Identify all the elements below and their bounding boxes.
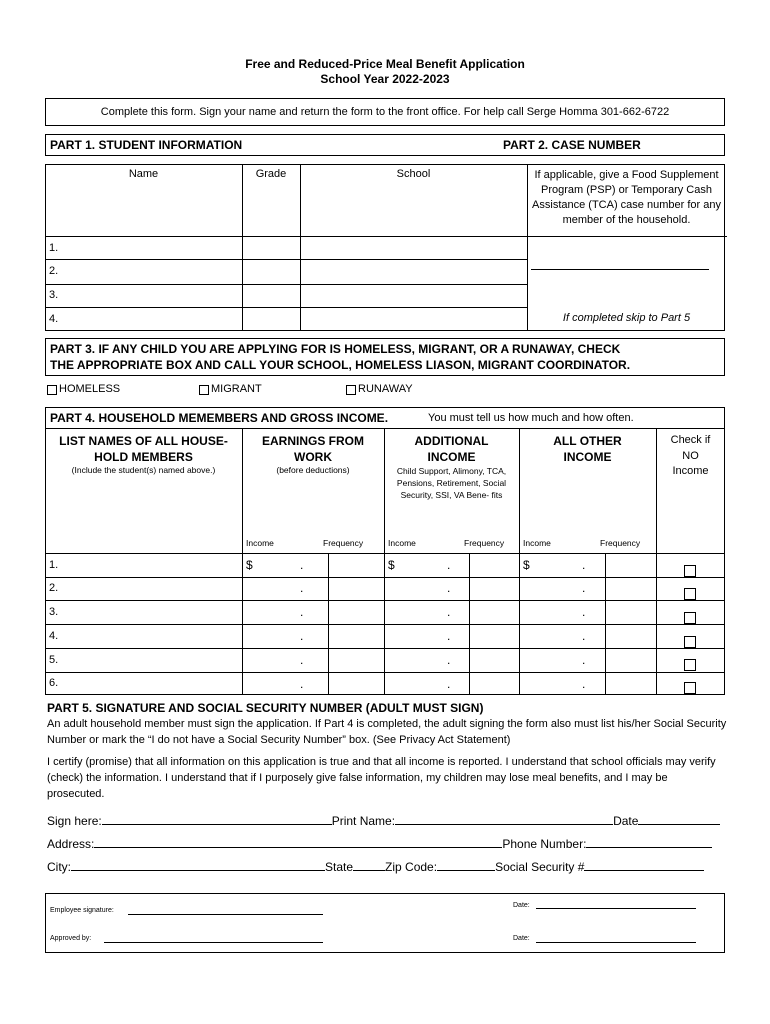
- student-row-2: 2.: [49, 265, 59, 277]
- decimal-point: .: [300, 629, 304, 643]
- date1-label: Date:: [513, 902, 530, 909]
- part1-2-header: [45, 134, 725, 156]
- instructions-text: Complete this form. Sign your name and return the form to the front office. For help call Serge Homma 301-662-6722: [100, 106, 670, 118]
- migrant-label: MIGRANT: [211, 383, 262, 395]
- date-field[interactable]: [638, 812, 720, 825]
- part5-title: PART 5. SIGNATURE AND SOCIAL SECURITY NUMBER (ADULT MUST SIGN): [47, 701, 484, 715]
- col-names-sub: (Include the student(s) named above.): [71, 465, 216, 475]
- decimal-point: .: [447, 558, 451, 572]
- other-income-sub: Income: [523, 538, 551, 548]
- work-dollar-sign: $: [246, 558, 253, 572]
- col-school-header: School: [396, 168, 431, 180]
- household-row-1: 1.: [49, 559, 59, 571]
- decimal-point: .: [582, 653, 586, 667]
- state-label: State: [325, 860, 354, 874]
- col-check-l3: Income: [672, 465, 709, 477]
- part3-title-line1: PART 3. IF ANY CHILD YOU ARE APPLYING FOR IS HOMELESS, MIGRANT, OR A RUNAWAY, CHECK: [50, 342, 621, 356]
- date2-label: Date:: [513, 935, 530, 942]
- no-income-checkbox-6[interactable]: [684, 682, 696, 694]
- part5-text2: I certify (promise) that all information on this application is true and that all income is reported. I understand that school officials may verify (check) the information. I understand that if I purposely give false information, my children may lose meal benefits, and I may be prosecuted.: [47, 756, 716, 800]
- decimal-point: .: [582, 629, 586, 643]
- approved-by-label: Approved by:: [50, 935, 92, 942]
- col-names-l1: LIST NAMES OF ALL HOUSE-: [59, 434, 228, 448]
- instructions-box: [45, 98, 725, 126]
- city-field[interactable]: [71, 858, 325, 871]
- no-income-checkbox-1[interactable]: [684, 565, 696, 577]
- no-income-checkbox-4[interactable]: [684, 636, 696, 648]
- decimal-point: .: [300, 677, 304, 691]
- address-label: Address:: [47, 837, 95, 851]
- decimal-point: .: [447, 653, 451, 667]
- student-row-1: 1.: [49, 242, 59, 254]
- col-grade-header: Grade: [255, 168, 287, 180]
- col-check-l1: Check if: [670, 434, 711, 446]
- sign-here-label: Sign here:: [47, 814, 102, 828]
- decimal-point: .: [582, 605, 586, 619]
- household-row-2: 2.: [49, 582, 59, 594]
- household-row-5: 5.: [49, 654, 59, 666]
- approved-by-field[interactable]: [104, 942, 323, 943]
- school-year: School Year 2022-2023: [320, 72, 450, 86]
- homeless-checkbox[interactable]: [47, 385, 57, 395]
- office-use-box: [45, 893, 725, 953]
- state-field[interactable]: [353, 858, 385, 871]
- part4-header: [45, 407, 725, 429]
- runaway-checkbox[interactable]: [346, 385, 356, 395]
- decimal-point: .: [300, 605, 304, 619]
- part2-title: PART 2. CASE NUMBER: [503, 138, 641, 152]
- ssn-field[interactable]: [584, 858, 704, 871]
- decimal-point: .: [447, 605, 451, 619]
- city-line-row: [47, 858, 717, 874]
- decimal-point: .: [300, 581, 304, 595]
- no-income-checkbox-5[interactable]: [684, 659, 696, 671]
- phone-label: Phone Number:: [502, 837, 587, 851]
- ssn-label: Social Security #: [495, 860, 585, 874]
- col-other-l2: INCOME: [563, 450, 612, 464]
- part3-title-line2: THE APPROPRIATE BOX AND CALL YOUR SCHOOL, HOMELESS LIASON, MIGRANT COORDINATOR.: [50, 358, 631, 372]
- decimal-point: .: [447, 677, 451, 691]
- household-row-6: 6.: [49, 677, 59, 689]
- student-name-input-3[interactable]: [60, 286, 240, 306]
- address-line-row: [47, 835, 717, 851]
- part2-skip-note: If completed skip to Part 5: [562, 312, 691, 324]
- col-add-l1: ADDITIONAL: [414, 434, 489, 448]
- work-income-sub: Income: [246, 538, 274, 548]
- homeless-label: HOMELESS: [59, 383, 121, 395]
- col-other-l1: ALL OTHER: [553, 434, 622, 448]
- part3-box: [45, 338, 725, 376]
- date1-field[interactable]: [536, 908, 696, 909]
- case-number-line[interactable]: [531, 269, 709, 270]
- address-field[interactable]: [94, 835, 502, 848]
- col-work-sub: (before deductions): [276, 465, 350, 475]
- part5-text1: An adult household member must sign the application. If Part 4 is completed, the adult signing the form also must list his/her Social Security Number or mark the “I do not have a Social Security Number” box. (See Privacy Act Statement): [47, 718, 727, 746]
- decimal-point: .: [447, 629, 451, 643]
- migrant-checkbox[interactable]: [199, 385, 209, 395]
- student-name-input-2[interactable]: [60, 261, 240, 283]
- student-row-4: 4.: [49, 313, 59, 325]
- household-row-4: 4.: [49, 630, 59, 642]
- work-frequency-sub: Frequency: [323, 538, 364, 548]
- city-label: City:: [47, 860, 71, 874]
- household-row-3: 3.: [49, 606, 59, 618]
- employee-signature-label: Employee signature:: [50, 907, 114, 914]
- print-name-label: Print Name:: [331, 814, 396, 828]
- decimal-point: .: [582, 558, 586, 572]
- part2-description: If applicable, give a Food Supplement Program (PSP) or Temporary Cash Assistance (TCA) case number for any member of the household.: [532, 169, 721, 226]
- other-frequency-sub: Frequency: [600, 538, 641, 548]
- employee-signature-field[interactable]: [128, 914, 323, 915]
- col-work-l1: EARNINGS FROM: [262, 434, 364, 448]
- other-dollar-sign: $: [523, 558, 530, 572]
- student-name-input-1[interactable]: [60, 238, 240, 258]
- zip-field[interactable]: [437, 858, 495, 871]
- decimal-point: .: [582, 581, 586, 595]
- no-income-checkbox-3[interactable]: [684, 612, 696, 624]
- decimal-point: .: [447, 581, 451, 595]
- zip-label: Zip Code:: [385, 860, 438, 874]
- add-income-sub: Income: [388, 538, 416, 548]
- decimal-point: .: [582, 677, 586, 691]
- decimal-point: .: [300, 558, 304, 572]
- part1-title: PART 1. STUDENT INFORMATION: [50, 138, 243, 152]
- form-title: Free and Reduced-Price Meal Benefit Application: [245, 57, 525, 71]
- part4-note: You must tell us how much and how often.: [428, 412, 634, 424]
- add-frequency-sub: Frequency: [464, 538, 505, 548]
- col-names-l2: HOLD MEMBERS: [94, 450, 193, 464]
- sign-line-row: [47, 812, 717, 828]
- date-label: Date: [613, 814, 639, 828]
- col-work-l2: WORK: [294, 450, 332, 464]
- col-name-header: Name: [128, 168, 159, 180]
- signature-field[interactable]: [102, 812, 332, 825]
- phone-field[interactable]: [586, 835, 712, 848]
- add-dollar-sign: $: [388, 558, 395, 572]
- no-income-checkbox-2[interactable]: [684, 588, 696, 600]
- runaway-label: RUNAWAY: [358, 383, 413, 395]
- print-name-field[interactable]: [395, 812, 613, 825]
- col-add-sub: Child Support, Alimony, TCA, Pensions, Retirement, Social Security, SSI, VA Bene- fits: [396, 466, 507, 500]
- decimal-point: .: [300, 653, 304, 667]
- part4-title: PART 4. HOUSEHOLD MEMEMBERS AND GROSS INCOME.: [50, 411, 389, 425]
- col-check-l2: NO: [682, 450, 699, 462]
- col-add-l2: INCOME: [427, 450, 476, 464]
- date2-field[interactable]: [536, 942, 696, 943]
- student-row-3: 3.: [49, 289, 59, 301]
- student-name-input-4[interactable]: [60, 309, 240, 329]
